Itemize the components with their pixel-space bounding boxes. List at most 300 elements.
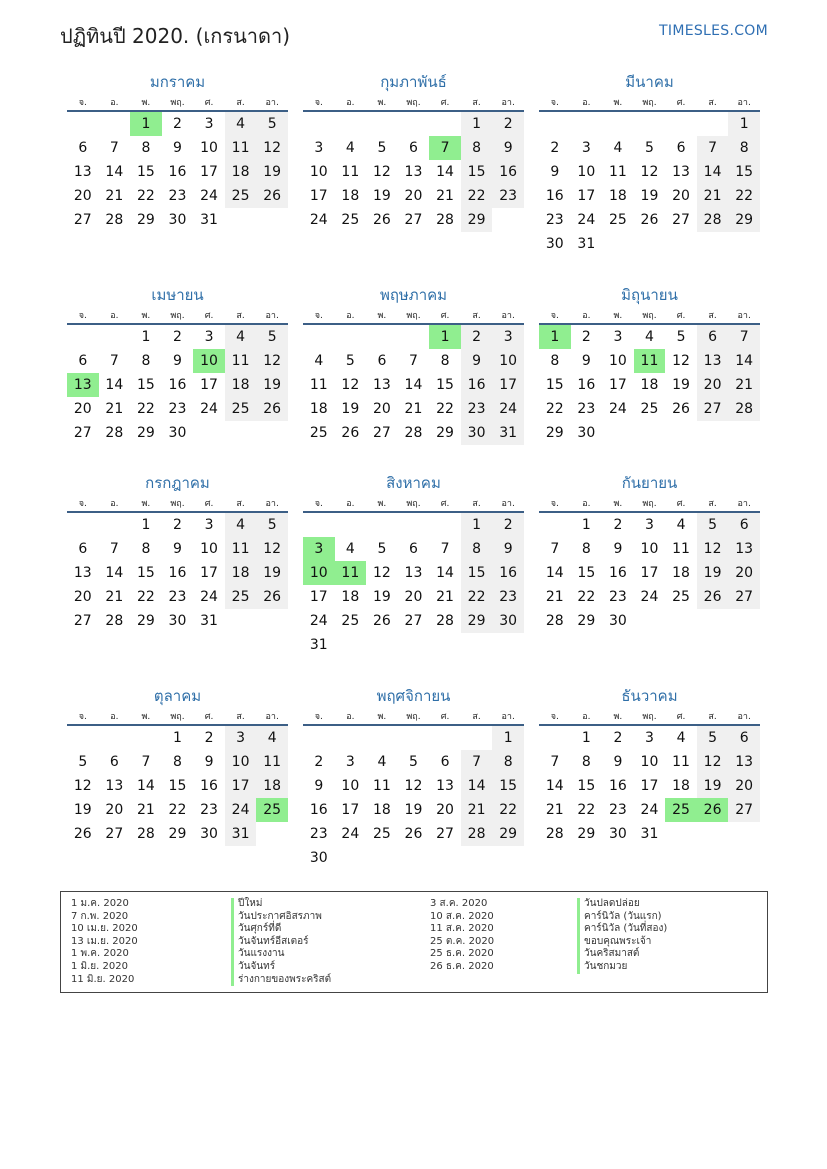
legend-date: 10 เม.ย. 2020 [71,923,138,935]
day-cell: 21 [436,188,454,204]
weekday-header [539,497,760,513]
legend-right-dates [430,898,494,974]
day-cell: 13 [73,565,92,581]
day-cell: 25 [640,401,659,417]
weekday-label: พฤ. [406,311,421,321]
day-cell: 4 [225,112,257,136]
day-cell: 2 [492,112,524,136]
day-cell: 6 [409,541,418,557]
day-cell: 23 [200,802,218,818]
day-cell: 17 [577,188,596,204]
day-cell: 21 [728,373,760,397]
day-cell: 9 [492,537,524,561]
weekday-label: ศ. [440,311,450,321]
weekday-label: อา. [501,712,515,722]
empty-cell [303,112,335,136]
day-cell: 22 [728,184,760,208]
day-cell: 13 [73,164,92,180]
weekday-label: อา. [737,712,751,722]
legend-date: 25 ธ.ค. 2020 [430,948,494,960]
month-name: สิงหาคม [386,474,441,492]
day-cell: 8 [141,140,151,156]
month-name: มีนาคม [625,73,674,91]
day-cell: 8 [492,750,524,774]
day-cell: 18 [309,401,328,417]
day-cell: 31 [225,822,257,846]
day-cell: 12 [697,537,729,561]
holiday-legend [60,891,768,993]
day-cell: 23 [545,212,564,228]
weekday-label: ส. [236,499,245,509]
day-cell: 29 [577,613,596,629]
day-cell: 1 [492,726,524,750]
day-cell: 11 [372,778,391,794]
weekday-label: ส. [708,499,717,509]
weekday-label: อ. [110,712,119,722]
weekday-header [539,96,760,112]
month-block [539,469,760,633]
day-cell: 20 [728,561,760,585]
day-cell: 28 [545,613,564,629]
day-cell: 16 [200,778,218,794]
day-cell: 24 [200,589,218,605]
weekday-label: พฤ. [406,499,421,509]
legend-date: 26 ธ.ค. 2020 [430,960,494,972]
day-cell: 9 [173,541,182,557]
day-cell: 5 [377,541,387,557]
weekday-label: ศ. [440,499,450,509]
holiday-day-cell: 10 [303,561,335,585]
day-cell: 26 [372,613,391,629]
weekday-label: อ. [346,311,355,321]
day-cell: 9 [173,140,182,156]
weekday-label: อา. [265,311,279,321]
day-cell: 21 [461,798,493,822]
day-cell: 28 [136,826,155,842]
empty-cell [67,112,99,136]
legend-left-dates [71,898,138,986]
day-cell: 6 [78,140,88,156]
day-cell: 18 [372,802,391,818]
weekday-label: พ. [377,98,387,108]
day-cell: 2 [173,517,182,533]
day-cell: 3 [225,726,257,750]
day-cell: 27 [372,425,391,441]
day-cell: 19 [697,774,729,798]
day-grid [539,325,760,445]
weekday-label: อ. [346,712,355,722]
day-cell: 31 [577,236,596,252]
day-cell: 25 [372,826,391,842]
weekday-label: พ. [377,499,387,509]
day-cell: 18 [225,373,257,397]
day-cell: 24 [309,613,328,629]
day-cell: 22 [492,798,524,822]
day-cell: 3 [581,140,591,156]
legend-date: 1 ม.ค. 2020 [71,898,129,909]
weekday-header [539,710,760,726]
page-title: ปฏิทินปี 2020. (เกรนาดา) [60,24,291,48]
day-cell: 23 [608,802,627,818]
day-cell: 6 [78,541,88,557]
weekday-label: ศ. [204,311,214,321]
day-cell: 18 [256,774,288,798]
day-cell: 22 [461,585,493,609]
day-cell: 23 [608,589,627,605]
day-cell: 11 [672,541,690,557]
weekday-label: พฤ. [642,98,657,108]
day-cell: 1 [461,513,493,537]
weekday-label: พ. [613,311,623,321]
day-cell: 13 [697,349,729,373]
day-cell: 31 [492,421,524,445]
day-cell: 27 [728,585,760,609]
month-name: กรกฎาคม [145,474,210,492]
day-cell: 17 [608,377,627,393]
day-grid [303,325,524,445]
day-cell: 26 [697,585,729,609]
day-cell: 29 [545,425,564,441]
day-cell: 20 [105,802,124,818]
day-cell: 29 [492,822,524,846]
day-cell: 18 [341,188,360,204]
day-cell: 28 [436,613,454,629]
empty-cell [303,325,335,349]
weekday-header [303,497,524,513]
empty-cell [539,112,571,136]
day-cell: 7 [409,353,418,369]
day-cell: 2 [314,754,324,770]
day-cell: 4 [676,730,686,746]
day-cell: 8 [581,754,591,770]
day-cell: 2 [461,325,493,349]
day-cell: 6 [109,754,119,770]
day-cell: 4 [256,726,288,750]
weekday-label: จ. [550,98,559,108]
day-cell: 9 [461,349,493,373]
day-cell: 12 [372,565,391,581]
day-cell: 5 [256,513,288,537]
day-cell: 22 [436,401,454,417]
month-block [303,682,524,870]
weekday-label: พฤ. [406,98,421,108]
empty-cell [398,513,430,537]
legend-holiday-name: ร่างกายของพระคริสต์ [231,974,331,987]
day-cell: 2 [613,517,623,533]
day-cell: 17 [640,778,659,794]
day-cell: 23 [168,589,187,605]
weekday-label: ศ. [204,499,214,509]
weekday-label: อา. [501,98,515,108]
day-cell: 3 [204,116,214,132]
weekday-label: พ. [613,499,623,509]
day-cell: 3 [613,329,623,345]
day-cell: 26 [341,425,360,441]
day-cell: 23 [168,188,187,204]
empty-cell [335,513,367,537]
empty-cell [366,325,398,349]
day-cell: 27 [105,826,124,842]
month-block [67,469,288,633]
weekday-label: จ. [78,499,87,509]
day-cell: 5 [409,754,418,770]
day-cell: 19 [372,188,391,204]
weekday-label: อา. [265,499,279,509]
legend-date: 7 ก.พ. 2020 [71,910,129,922]
day-cell: 15 [136,377,155,393]
day-cell: 6 [728,513,760,537]
legend-holiday-name: วันศุกร์ที่ดี [231,923,331,936]
day-cell: 2 [492,513,524,537]
empty-cell [99,325,131,349]
day-cell: 9 [173,353,182,369]
month-block [303,281,524,445]
weekday-label: จ. [550,311,559,321]
weekday-header [303,96,524,112]
empty-cell [634,112,666,136]
day-cell: 31 [309,637,328,653]
legend-holiday-name: คาร์นิวัล (วันที่สอง) [577,923,667,936]
day-cell: 22 [577,589,596,605]
day-cell: 30 [168,212,187,228]
holiday-day-cell: 7 [429,136,461,160]
day-cell: 5 [645,140,654,156]
day-cell: 8 [728,136,760,160]
day-cell: 8 [461,136,493,160]
weekday-label: อ. [346,98,355,108]
day-cell: 16 [168,377,187,393]
weekday-label: อ. [582,712,591,722]
day-cell: 24 [608,401,627,417]
weekday-label: อ. [582,499,591,509]
day-cell: 20 [73,401,92,417]
day-cell: 15 [492,774,524,798]
empty-cell [335,726,367,750]
day-cell: 11 [225,537,257,561]
day-cell: 2 [613,730,623,746]
day-cell: 30 [545,236,564,252]
day-cell: 14 [136,778,155,794]
legend-date: 13 เม.ย. 2020 [71,935,138,947]
day-cell: 30 [608,613,627,629]
day-cell: 3 [314,140,324,156]
day-cell: 24 [341,826,360,842]
weekday-label: อา. [737,499,751,509]
weekday-label: อ. [582,311,591,321]
day-cell: 14 [436,164,454,180]
empty-cell [335,325,367,349]
legend-left-names [231,898,331,986]
weekday-label: ศ. [440,712,450,722]
day-cell: 20 [728,774,760,798]
day-cell: 4 [613,140,623,156]
site-brand-link[interactable]: TIMESLES.COM [659,23,768,39]
day-cell: 21 [545,589,564,605]
day-cell: 18 [225,160,257,184]
day-cell: 22 [168,802,187,818]
day-cell: 18 [672,565,690,581]
month-name: ตุลาคม [153,687,202,705]
month-name: เมษายน [151,286,204,304]
day-cell: 9 [550,164,560,180]
weekday-label: ศ. [676,499,686,509]
day-cell: 1 [141,329,151,345]
weekday-label: จ. [314,712,323,722]
weekday-label: พฤ. [406,712,421,722]
day-cell: 23 [168,401,187,417]
day-cell: 10 [640,541,659,557]
day-cell: 15 [728,160,760,184]
day-cell: 13 [404,164,423,180]
day-cell: 6 [377,353,387,369]
day-cell: 13 [404,565,423,581]
day-cell: 5 [697,726,729,750]
day-cell: 19 [256,561,288,585]
day-cell: 17 [200,377,218,393]
day-cell: 3 [645,730,654,746]
day-cell: 26 [372,212,391,228]
weekday-label: พ. [613,712,623,722]
day-cell: 29 [136,425,155,441]
day-cell: 17 [492,373,524,397]
day-cell: 9 [613,541,623,557]
holiday-day-cell: 1 [429,325,461,349]
day-cell: 24 [640,802,659,818]
legend-holiday-name: ขอบคุณพระเจ้า [577,936,667,949]
day-cell: 24 [640,589,659,605]
weekday-label: ส. [708,712,717,722]
empty-cell [366,726,398,750]
empty-cell [539,513,571,537]
weekday-label: พฤ. [170,712,185,722]
day-cell: 29 [728,208,760,232]
day-cell: 27 [697,397,729,421]
holiday-day-cell: 1 [539,325,571,349]
day-cell: 1 [581,730,591,746]
weekday-label: พฤ. [642,712,657,722]
day-cell: 22 [136,589,155,605]
empty-cell [429,726,461,750]
day-cell: 16 [168,565,187,581]
day-cell: 16 [577,377,596,393]
weekday-label: พ. [141,712,151,722]
empty-cell [461,726,493,750]
day-cell: 23 [492,585,524,609]
day-cell: 3 [204,517,214,533]
day-cell: 2 [550,140,560,156]
day-cell: 15 [436,377,454,393]
month-block [67,682,288,846]
day-cell: 19 [697,561,729,585]
month-block [539,682,760,846]
weekday-label: ศ. [440,98,450,108]
day-cell: 26 [256,585,288,609]
day-cell: 12 [640,164,659,180]
day-cell: 6 [676,140,686,156]
day-cell: 10 [492,349,524,373]
day-cell: 15 [545,377,564,393]
day-cell: 19 [372,589,391,605]
day-cell: 21 [697,184,729,208]
day-cell: 22 [136,188,155,204]
day-cell: 3 [204,329,214,345]
day-cell: 15 [136,164,155,180]
day-cell: 14 [545,778,564,794]
legend-holiday-name: วันแรงงาน [231,948,331,961]
month-name: กันยายน [621,474,678,492]
empty-cell [571,112,603,136]
legend-holiday-name: วันจันทร์ [231,961,331,974]
day-cell: 4 [645,329,654,345]
day-cell: 9 [314,778,324,794]
day-cell: 27 [728,798,760,822]
day-cell: 30 [577,425,596,441]
day-cell: 20 [372,401,391,417]
holiday-day-cell: 11 [335,561,367,585]
day-cell: 8 [141,541,151,557]
day-cell: 28 [105,212,124,228]
day-cell: 6 [697,325,729,349]
day-cell: 16 [492,561,524,585]
day-cell: 5 [377,140,387,156]
weekday-label: พ. [613,98,623,108]
day-cell: 30 [168,425,187,441]
weekday-label: ส. [472,98,481,108]
weekday-label: อา. [501,499,515,509]
day-grid [67,112,288,232]
legend-date: 11 มิ.ย. 2020 [71,973,135,985]
day-cell: 16 [608,778,627,794]
day-cell: 29 [136,212,155,228]
day-cell: 11 [309,377,328,393]
day-cell: 23 [309,826,328,842]
weekday-label: พ. [377,311,387,321]
day-cell: 19 [256,373,288,397]
weekday-label: ส. [472,499,481,509]
day-cell: 19 [73,802,92,818]
legend-holiday-name: วันประกาศอิสรภาพ [231,911,331,924]
day-cell: 13 [728,750,760,774]
day-cell: 21 [105,401,124,417]
day-grid [67,726,288,846]
day-cell: 10 [200,140,218,156]
day-cell: 27 [672,212,690,228]
day-cell: 18 [341,589,360,605]
day-cell: 21 [136,802,155,818]
day-cell: 27 [73,613,92,629]
weekday-header [303,309,524,325]
holiday-day-cell: 26 [697,798,729,822]
day-cell: 8 [550,353,560,369]
day-cell: 30 [309,850,328,866]
day-cell: 8 [440,353,450,369]
holiday-day-cell: 10 [193,349,225,373]
day-cell: 21 [436,589,454,605]
day-cell: 30 [200,826,218,842]
day-grid [303,513,524,657]
day-cell: 17 [341,802,360,818]
day-cell: 12 [404,778,423,794]
weekday-label: ศ. [204,98,214,108]
day-cell: 29 [436,425,454,441]
day-cell: 26 [672,401,690,417]
weekday-header [539,309,760,325]
day-cell: 29 [136,613,155,629]
day-cell: 24 [200,188,218,204]
legend-date: 11 ส.ค. 2020 [430,923,494,935]
empty-cell [429,112,461,136]
empty-cell [130,726,162,750]
